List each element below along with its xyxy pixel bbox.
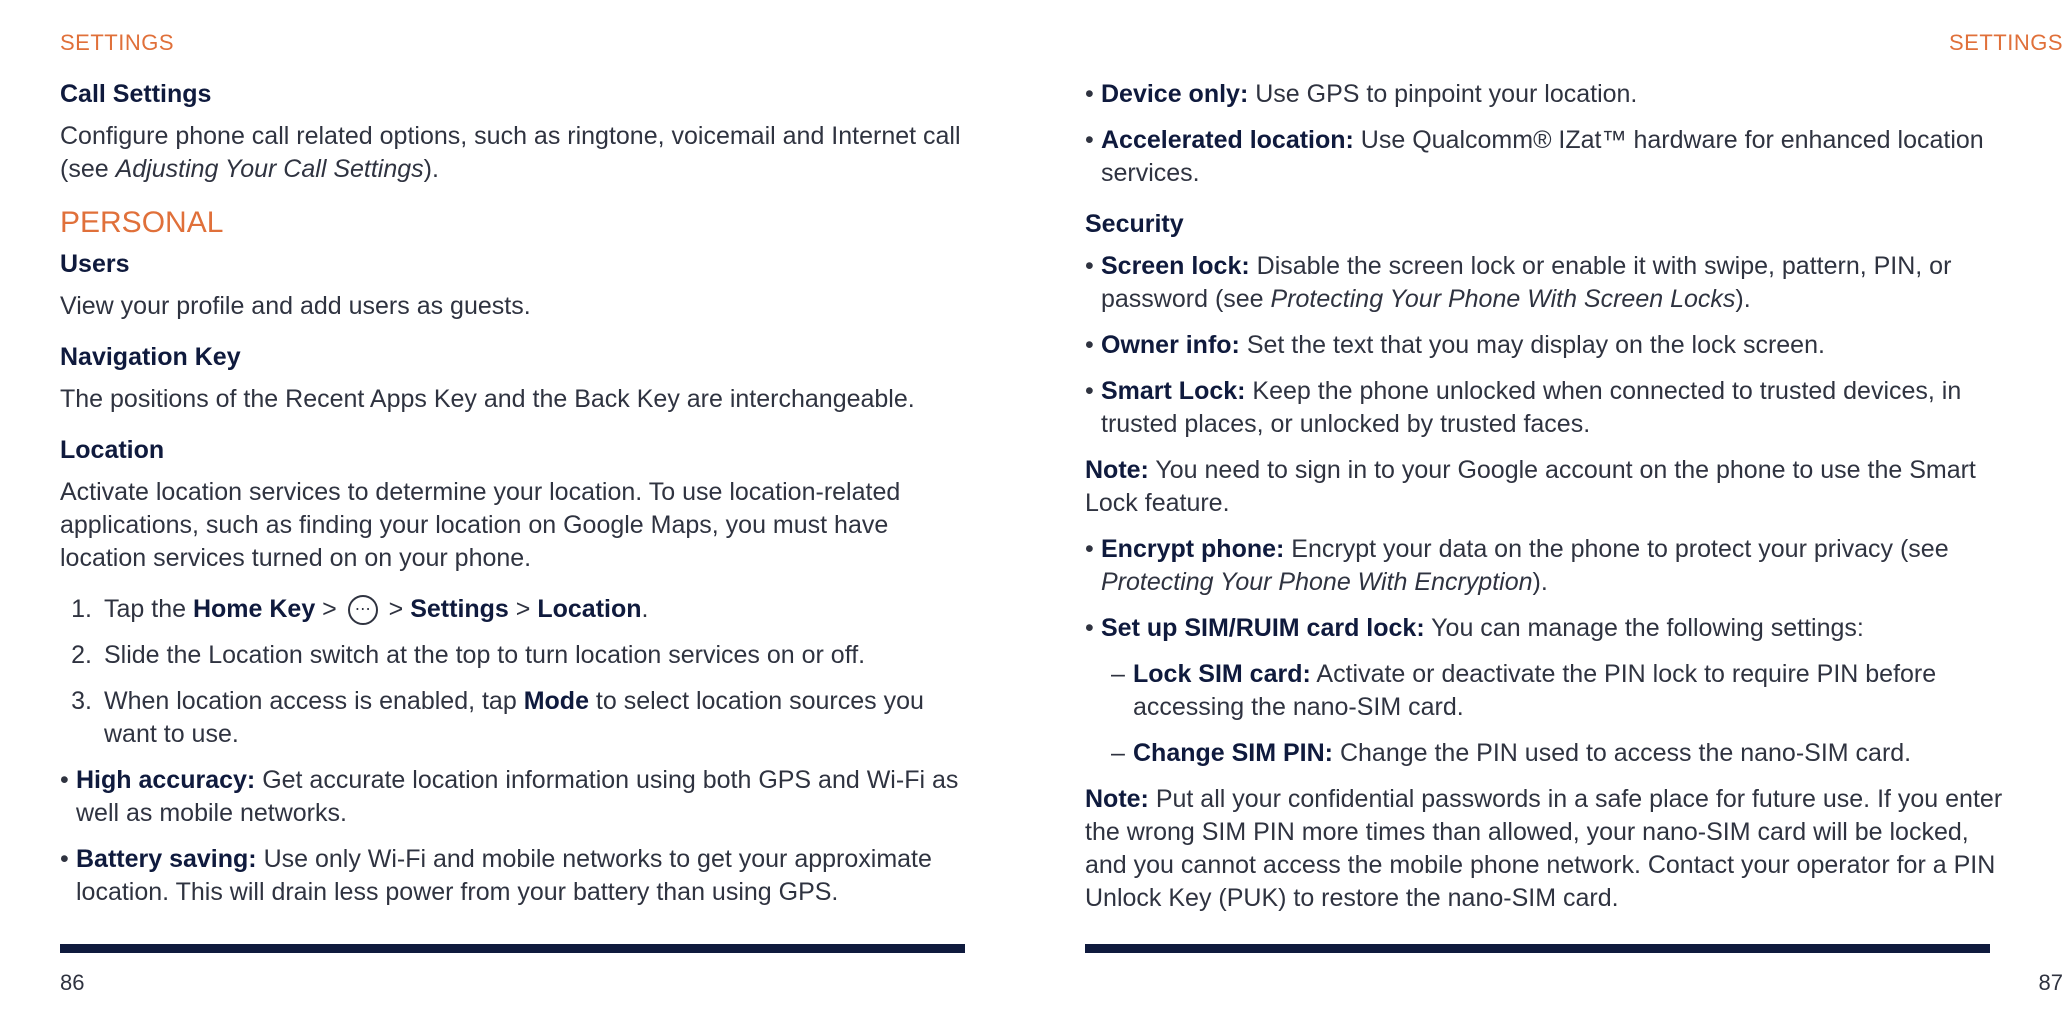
text-span: to select location sources you want to use. <box>104 687 924 748</box>
security-heading: Security <box>1085 210 1184 238</box>
bullet-text <box>1101 375 2005 441</box>
left-content <box>60 78 980 922</box>
page-number: 87 <box>2038 970 2063 995</box>
dash-marker: – <box>1111 660 1125 688</box>
bullet-label: Device only: <box>1101 80 1249 108</box>
separator: > <box>508 595 538 623</box>
separator: > <box>315 595 344 623</box>
bullet-label: Owner info: <box>1101 331 1240 359</box>
bullet-text <box>1101 329 1825 362</box>
users-text: View your profile and add users as guests. <box>60 292 531 320</box>
step-number: 1. <box>71 595 92 623</box>
dash-change-sim-pin <box>1111 737 2005 770</box>
dash-label: Change SIM PIN: <box>1133 739 1334 767</box>
step-number: 3. <box>71 687 92 715</box>
running-head: SETTINGS <box>1948 30 2063 55</box>
text-span: ). <box>1532 568 1548 596</box>
left-page <box>60 0 1020 1024</box>
bullet-smart-lock <box>1085 375 2005 441</box>
step-text <box>92 685 980 751</box>
mode-label: Mode <box>523 687 589 715</box>
call-settings-heading: Call Settings <box>60 80 212 108</box>
text-span: Change the PIN used to access the nano-SIM card. <box>1333 739 1912 767</box>
bullet-text <box>1101 612 1864 645</box>
cross-reference: Protecting Your Phone With Screen Locks <box>1270 285 1736 313</box>
right-content <box>1085 78 2005 933</box>
running-head: SETTINGS <box>60 30 175 55</box>
bullet-device-only <box>1085 78 2005 111</box>
separator: > <box>381 595 411 623</box>
step-2 <box>60 639 980 672</box>
bullet-label: Screen lock: <box>1101 252 1250 280</box>
note-smart-lock <box>1085 454 2005 520</box>
bullet-battery-saving <box>60 843 980 909</box>
bullet-marker: • <box>1085 80 1094 108</box>
step-3 <box>60 685 980 751</box>
step-number: 2. <box>71 641 92 669</box>
location-heading: Location <box>60 436 165 464</box>
cross-reference: Protecting Your Phone With Encryption <box>1101 568 1533 596</box>
text-span: Disable the screen lock or enable it with swipe, pattern, PIN, or password (see <box>1101 252 1952 313</box>
text-span: Activate or deactivate the PIN lock to require PIN before accessing the nano-SIM card. <box>1133 660 1937 721</box>
right-page <box>1085 0 2063 1024</box>
text-span: Keep the phone unlocked when connected to trusted devices, in trusted places, or unlocked by trusted faces. <box>1101 377 1962 438</box>
dash-lock-sim-card <box>1111 658 2005 724</box>
text-span: You can manage the following settings: <box>1424 614 1864 642</box>
dash-text <box>1133 658 2005 724</box>
bullet-text <box>1101 533 2005 599</box>
users-heading: Users <box>60 250 130 278</box>
bullet-encrypt-phone <box>1085 533 2005 599</box>
step-text <box>92 593 648 626</box>
bullet-label: Battery saving: <box>76 845 257 873</box>
text-span: Use only Wi-Fi and mobile networks to get your approximate location. This will drain less power from your battery than using GPS. <box>76 845 932 906</box>
bullet-text <box>1101 78 1637 111</box>
bullet-label: Smart Lock: <box>1101 377 1246 405</box>
text-span: Encrypt your data on the phone to protect your privacy (see <box>1284 535 1949 563</box>
step-text: Slide the Location switch at the top to turn location services on or off. <box>104 641 866 669</box>
bullet-label: Encrypt phone: <box>1101 535 1285 563</box>
text-span: . <box>641 595 649 623</box>
navigation-key-heading: Navigation Key <box>60 343 241 371</box>
text-span: Get accurate location information using both GPS and Wi-Fi as well as mobile networks. <box>76 766 959 827</box>
text-span: Use GPS to pinpoint your location. <box>1248 80 1638 108</box>
apps-grid-icon: ⋯ <box>348 595 378 625</box>
bullet-marker: • <box>1085 614 1094 642</box>
text-span: You need to sign in to your Google account on the phone to use the Smart Lock feature. <box>1085 456 1976 517</box>
call-settings-text <box>60 120 980 186</box>
text-span: ). <box>423 155 439 183</box>
bullet-label: Accelerated location: <box>1101 126 1354 154</box>
text-span: Set the text that you may display on the lock screen. <box>1239 331 1825 359</box>
footer-rule <box>1085 944 1990 953</box>
bullet-text <box>76 764 980 830</box>
dash-text <box>1133 737 1911 770</box>
bullet-marker: • <box>60 845 69 873</box>
location-label: Location <box>537 595 642 623</box>
bullet-sim-card-lock <box>1085 612 2005 645</box>
bullet-owner-info <box>1085 329 2005 362</box>
bullet-text <box>1101 250 2005 316</box>
bullet-marker: • <box>1085 377 1094 405</box>
settings-label: Settings <box>410 595 509 623</box>
bullet-marker: • <box>1085 126 1094 154</box>
note-sim-pin <box>1085 783 2005 915</box>
page-number: 86 <box>60 970 85 995</box>
text-span: Use Qualcomm® IZat™ hardware for enhanced location services. <box>1101 126 1984 187</box>
text-span: When location access is enabled, tap <box>104 687 524 715</box>
dash-label: Lock SIM card: <box>1133 660 1311 688</box>
bullet-label: Set up SIM/RUIM card lock: <box>1101 614 1425 642</box>
bullet-marker: • <box>1085 252 1094 280</box>
text-span: ). <box>1735 285 1751 313</box>
cross-reference: Adjusting Your Call Settings <box>115 155 424 183</box>
bullet-accelerated-location <box>1085 124 2005 190</box>
dash-marker: – <box>1111 739 1125 767</box>
location-text: Activate location services to determine your location. To use location-related applications, such as finding your location on Google Maps, you must have location services turned on on your phone. <box>60 478 901 572</box>
text-span: Configure phone call related options, such as ringtone, voicemail and Internet call (see <box>60 122 961 183</box>
bullet-text <box>76 843 980 909</box>
note-label: Note: <box>1085 456 1149 484</box>
bullet-high-accuracy <box>60 764 980 830</box>
note-label: Note: <box>1085 785 1149 813</box>
bullet-screen-lock <box>1085 250 2005 316</box>
footer-rule <box>60 944 965 953</box>
bullet-marker: • <box>60 766 69 794</box>
bullet-marker: • <box>1085 331 1094 359</box>
text-span: Put all your confidential passwords in a safe place for future use. If you enter the wrong SIM PIN more times than allowed, your nano-SIM card will be locked, and you cannot access the mobile phone network. Contact your operator for a PIN Unlock Key (PUK) to restore the nano-SIM card. <box>1085 785 2003 912</box>
bullet-label: High accuracy: <box>76 766 256 794</box>
personal-title: PERSONAL <box>60 206 224 239</box>
text-span: Tap the <box>104 595 193 623</box>
navigation-key-text: The positions of the Recent Apps Key and the Back Key are interchangeable. <box>60 385 915 413</box>
home-key-label: Home Key <box>192 595 316 623</box>
bullet-marker: • <box>1085 535 1094 563</box>
bullet-text <box>1101 124 2005 190</box>
step-1 <box>60 593 980 626</box>
